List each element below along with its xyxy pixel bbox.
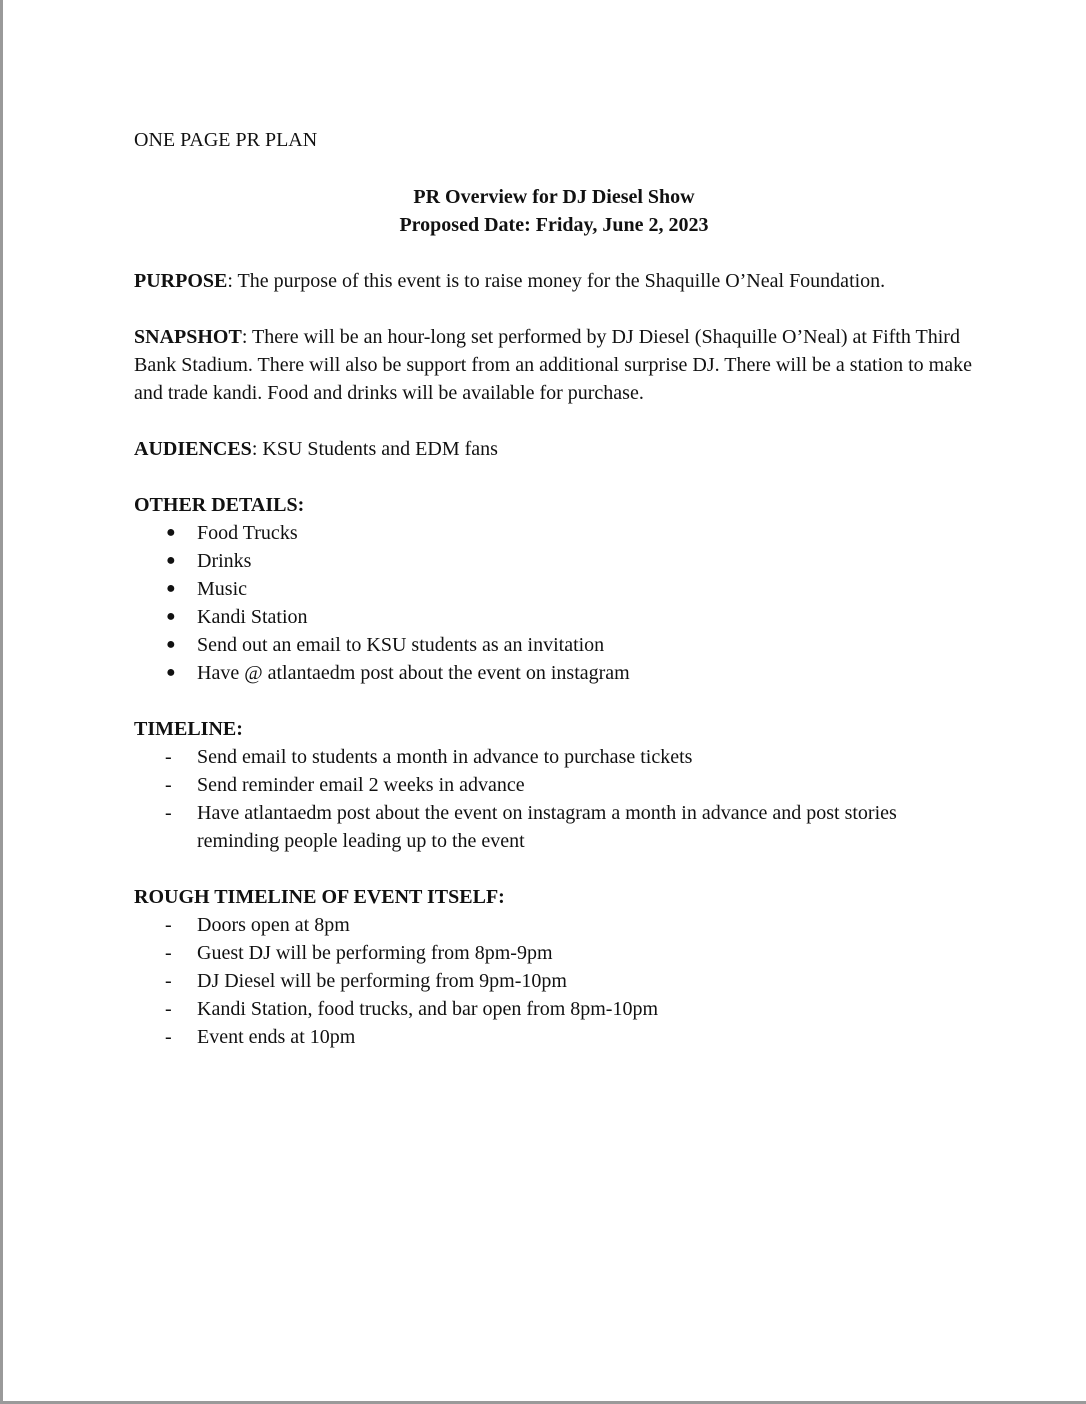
dash-icon: - xyxy=(165,942,172,964)
list-item-text: Doors open at 8pm xyxy=(197,914,350,936)
proposed-date: Proposed Date: Friday, June 2, 2023 xyxy=(399,214,709,236)
dash-icon: - xyxy=(165,970,172,992)
other-details-heading: OTHER DETAILS: xyxy=(134,494,305,516)
purpose-paragraph xyxy=(134,267,974,295)
list-item-text: Music xyxy=(197,578,247,600)
bullet-icon: ● xyxy=(166,664,176,681)
list-item-text: Kandi Station, food trucks, and bar open from 8pm-10pm xyxy=(197,998,659,1020)
audiences-paragraph xyxy=(134,435,974,463)
list-item-text: Food Trucks xyxy=(197,522,298,544)
other-details-list xyxy=(134,519,974,687)
snapshot-paragraph xyxy=(134,323,974,407)
event-timeline-heading: ROUGH TIMELINE OF EVENT ITSELF: xyxy=(134,886,505,908)
list-item xyxy=(134,743,974,771)
list-item xyxy=(134,799,974,855)
snapshot-text: : There will be an hour-long set performed by DJ Diesel (Shaquille O’Neal) at Fifth Third Bank Stadium. There will also be support from an additional surprise DJ. There will be a station to make and trade kandi. Food and drinks will be available for purchase. xyxy=(134,326,972,404)
list-item xyxy=(134,995,974,1023)
bullet-icon: ● xyxy=(166,636,176,653)
list-item xyxy=(134,575,974,603)
list-item-text: Drinks xyxy=(197,550,252,572)
audiences-text: : KSU Students and EDM fans xyxy=(251,438,498,460)
list-item xyxy=(134,659,974,687)
list-item-text: Have atlantaedm post about the event on instagram a month in advance and post stories reminding people leading up to the event xyxy=(197,802,897,852)
bullet-icon: ● xyxy=(166,580,176,597)
list-item-text: Send out an email to KSU students as an invitation xyxy=(197,634,605,656)
list-item xyxy=(134,911,974,939)
list-item xyxy=(134,631,974,659)
document-body xyxy=(134,126,974,1051)
purpose-text: : The purpose of this event is to raise money for the Shaquille O’Neal Foundation. xyxy=(227,270,886,292)
list-item xyxy=(134,771,974,799)
list-item xyxy=(134,547,974,575)
audiences-heading: AUDIENCES xyxy=(134,438,252,460)
list-item-text: Have @ atlantaedm post about the event on instagram xyxy=(197,662,630,684)
list-item-text: Send reminder email 2 weeks in advance xyxy=(197,774,525,796)
list-item-text: DJ Diesel will be performing from 9pm-10pm xyxy=(197,970,567,992)
list-item-text: Kandi Station xyxy=(197,606,308,628)
title-block xyxy=(134,183,974,239)
document-label: ONE PAGE PR PLAN xyxy=(134,129,318,151)
dash-icon: - xyxy=(165,746,172,768)
list-item-text: Send email to students a month in advance to purchase tickets xyxy=(197,746,693,768)
list-item xyxy=(134,939,974,967)
dash-icon: - xyxy=(165,914,172,936)
snapshot-heading: SNAPSHOT xyxy=(134,326,242,348)
dash-icon: - xyxy=(165,774,172,796)
timeline-list xyxy=(134,743,974,855)
list-item-text: Guest DJ will be performing from 8pm-9pm xyxy=(197,942,553,964)
bullet-icon: ● xyxy=(166,608,176,625)
list-item xyxy=(134,519,974,547)
dash-icon: - xyxy=(165,998,172,1020)
bullet-icon: ● xyxy=(166,552,176,569)
timeline-heading: TIMELINE: xyxy=(134,718,243,740)
list-item-text: Event ends at 10pm xyxy=(197,1026,356,1048)
list-item xyxy=(134,603,974,631)
list-item xyxy=(134,1023,974,1051)
dash-icon: - xyxy=(165,1026,172,1048)
dash-icon: - xyxy=(165,802,172,824)
event-timeline-list xyxy=(134,911,974,1051)
document-title: PR Overview for DJ Diesel Show xyxy=(413,186,695,208)
purpose-heading: PURPOSE xyxy=(134,270,228,292)
bullet-icon: ● xyxy=(166,524,176,541)
list-item xyxy=(134,967,974,995)
